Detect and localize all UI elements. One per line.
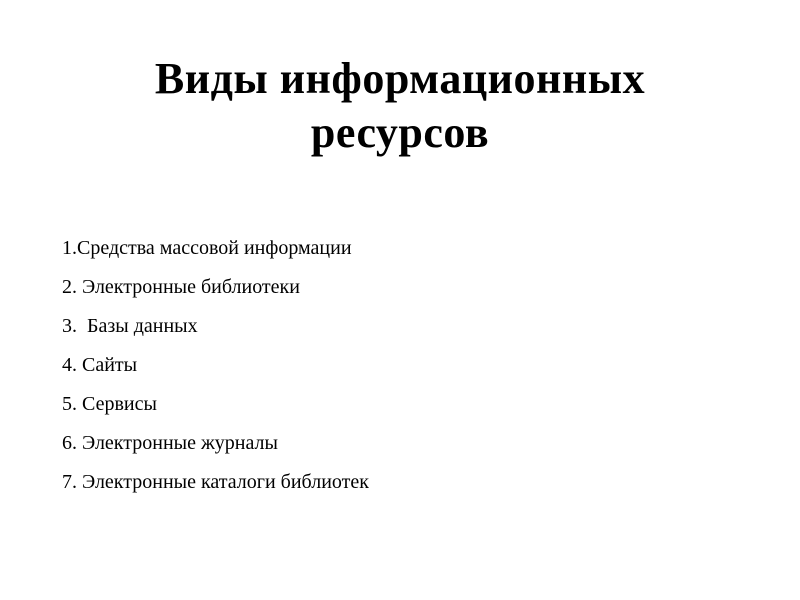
slide-title-line-2: ресурсов — [310, 108, 490, 157]
list-item-websites: 4. Сайты — [62, 354, 138, 376]
slide-title-line-1: Виды информационных — [154, 54, 646, 103]
list-item-services: 5. Сервисы — [62, 393, 157, 415]
resource-types-list — [62, 229, 369, 502]
list-item-library-catalogs: 7. Электронные каталоги библиотек — [62, 471, 369, 493]
list-item-media: 1.Средства массовой информации — [62, 237, 352, 259]
list-item-databases: 3. Базы данных — [62, 315, 198, 337]
slide-title — [0, 52, 800, 160]
list-item-electronic-journals: 6. Электронные журналы — [62, 432, 278, 454]
list-item-electronic-libraries: 2. Электронные библиотеки — [62, 276, 300, 298]
